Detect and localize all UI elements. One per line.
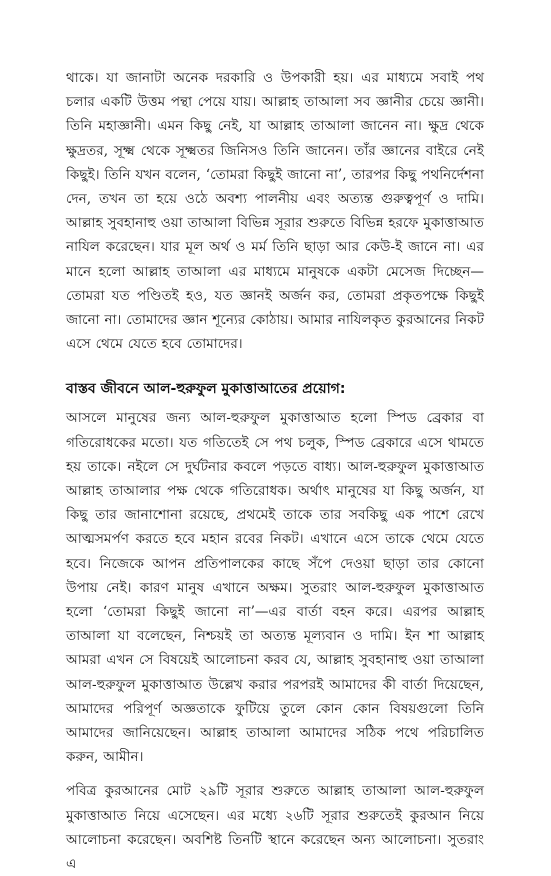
body-paragraph-3: পবিত্র কুরআনের মোট ২৯টি সূরার শুরুতে আল্লাহ তাআলা আল-হুরুফুল মুকাত্তাআত নিয়ে এসেছেন। এর মধ্যে ২৬টি সূরার শুরুতেই কুরআন নিয়ে আলোচনা করেছেন। অবশিষ্ট তিনটি স্থানে করেছেন অন্য আলোচনা। সুতরাং এ bbox=[66, 783, 484, 873]
section-heading: বাস্তব জীবনে আল-হুরুফুল মুকাত্তাআতের প্রয়োগ: bbox=[66, 381, 346, 398]
document-body bbox=[66, 66, 484, 876]
body-paragraph-2: আসলে মানুষের জন্য আল-হুরুফুল মুকাত্তাআত হলো স্পিড ব্রেকার বা গতিরোধকের মতো। যত গতিতেই সে পথ চলুক, স্পিড ব্রেকারে এসে থামতে হয় তাকে। নইলে সে দুর্ঘটনার কবলে পড়তে বাধ্য। আল-হুরুফুল মুকাত্তাআত আল্লাহ তাআলার পক্ষ থেকে গতিরোধক। অর্থাৎ মানুষের যা কিছু অর্জন, যা কিছু তার জানাশোনা রয়েছে, প্রথমেই তাকে তার সবকিছু এক পাশে রেখে আত্মসমর্পণ করতে হবে মহান রবের নিকট। এখানে এসে তাকে থেমে যেতে হবে। নিজেকে আপন প্রতিপালকের কাছে সঁপে দেওয়া ছাড়া তার কোনো উপায় নেই। কারণ মানুষ এখানে অক্ষম। সুতরাং আল-হুরুফুল মুকাত্তাআত হলো ‘তোমরা কিছুই জানো না’—এর বার্তা বহন করে। এরপর আল্লাহ তাআলা যা বলেছেন, নিশ্চয়ই তা অত্যন্ত মূল্যবান ও দামি। ইন শা আল্লাহ আমরা এখন সে বিষয়েই আলোচনা করব যে, আল্লাহ সুবহানাহু ওয়া তাআলা আল-হুরুফুল মুকাত্তাআত উল্লেখ করার পরপরই আমাদের কী বার্তা দিয়েছেন, আমাদের পরিপূর্ণ অজ্ঞতাকে ফুটিয়ে তুলে কোন কোন বিষয়গুলো তিনি আমাদের জানিয়েছেন। আল্লাহ তাআলা আমাদের সঠিক পথে পরিচালিত করুন, আমীন। bbox=[66, 410, 484, 766]
body-paragraph-1: থাকে। যা জানাটা অনেক দরকারি ও উপকারী হয়। এর মাধ্যমে সবাই পথ চলার একটি উত্তম পন্থা পেয়ে যায়। আল্লাহ তাআলা সব জ্ঞানীর চেয়ে জ্ঞানী। তিনি মহাজ্ঞানী। এমন কিছু নেই, যা আল্লাহ তাআলা জানেন না। ক্ষুদ্র থেকে ক্ষুদ্রতর, সূক্ষ্ম থেকে সূক্ষ্মতর জিনিসও তিনি জানেন। তাঁর জ্ঞানের বাইরে নেই কিছুই। তিনি যখন বলেন, ‘তোমরা কিছুই জানো না’, তারপর কিছু পথনির্দেশনা দেন, তখন তা হয়ে ওঠে অবশ্য পালনীয় এবং অত্যন্ত গুরুত্বপূর্ণ ও দামি। আল্লাহ সুবহানাহু ওয়া তাআলা বিভিন্ন সূরার শুরুতে বিভিন্ন হরফে মুকাত্তাআত নাযিল করেছেন। যার মূল অর্থ ও মর্ম তিনি ছাড়া আর কেউ-ই জানে না। এর মানে হলো আল্লাহ তাআলা এর মাধ্যমে মানুষকে একটা মেসেজ দিচ্ছেন—তোমরা যত পণ্ডিতই হও, যত জ্ঞানই অর্জন কর, তোমরা প্রকৃতপক্ষে কিছুই জানো না। তোমাদের জ্ঞান শূন্যের কোঠায়। আমার নাযিলকৃত কুরআনের নিকট এসে থেমে যেতে হবে তোমাদের। bbox=[66, 70, 484, 353]
